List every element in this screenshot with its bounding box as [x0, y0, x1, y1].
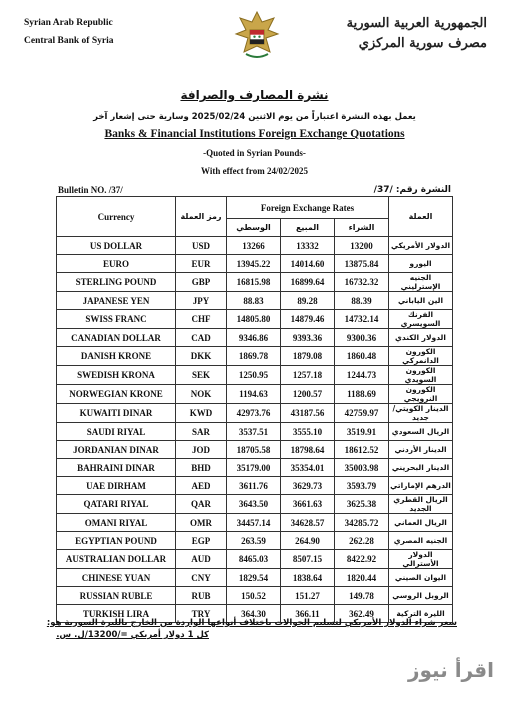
table-row	[57, 587, 453, 605]
currency-name-ar: الدولار الأسترالي	[389, 550, 453, 569]
footer-rate: كل 1 دولار أمريكي =/13200/ل. س.	[56, 630, 209, 640]
buy-rate: 1820.44	[335, 569, 389, 587]
sell-rate: 366.11	[281, 605, 335, 623]
currency-code: SEK	[176, 366, 227, 385]
table-row	[57, 423, 453, 441]
currency-name-ar: الريال القطري الجديد	[389, 495, 453, 514]
currency-name-ar: الجنيه المصري	[389, 532, 453, 550]
buy-rate: 3593.79	[335, 477, 389, 495]
currency-code: SAR	[176, 423, 227, 441]
currency-code: DKK	[176, 347, 227, 366]
buy-rate: 362.49	[335, 605, 389, 623]
buy-rate: 9300.36	[335, 329, 389, 347]
mid-rate: 35179.00	[227, 459, 281, 477]
currency-name-ar: الكورون السويدي	[389, 366, 453, 385]
mid-rate: 42973.76	[227, 404, 281, 423]
buy-rate: 1244.73	[335, 366, 389, 385]
currency-name: QATARI RIYAL	[57, 495, 176, 514]
buy-rate: 34285.72	[335, 514, 389, 532]
sell-rate: 151.27	[281, 587, 335, 605]
currency-name: BAHRAINI DINAR	[57, 459, 176, 477]
currency-code: NOK	[176, 385, 227, 404]
table-row	[57, 310, 453, 329]
currency-name-ar: الروبل الروسي	[389, 587, 453, 605]
currency-name-ar: الكورون النرويجي	[389, 385, 453, 404]
buy-rate: 149.78	[335, 587, 389, 605]
table-row	[57, 329, 453, 347]
buy-rate: 13200	[335, 237, 389, 255]
mid-rate: 13945.22	[227, 255, 281, 273]
currency-code: JOD	[176, 441, 227, 459]
buy-rate: 3519.91	[335, 423, 389, 441]
sell-rate: 16899.64	[281, 273, 335, 292]
mid-rate: 150.52	[227, 587, 281, 605]
currency-name-ar: الكورون الدانمركي	[389, 347, 453, 366]
footer-note: سعر شراء الدولار الأمريكي لتسليم الحوالات باختلاف أنواعها الواردة من الخارج بالليرة السورية هو:	[46, 618, 457, 628]
bulletin-number-ar: النشرة رقم: /37/	[373, 185, 451, 195]
currency-name: CHINESE YUAN	[57, 569, 176, 587]
table-row	[57, 255, 453, 273]
currency-name: EGYPTIAN POUND	[57, 532, 176, 550]
buy-rate: 88.39	[335, 292, 389, 310]
mid-rate: 8465.03	[227, 550, 281, 569]
currency-code: OMR	[176, 514, 227, 532]
header-ar-line2: مصرف سورية المركزي	[358, 36, 487, 51]
header-currency-ar: العملة	[389, 197, 453, 237]
header-buy: الشراء	[335, 219, 389, 237]
sell-rate: 35354.01	[281, 459, 335, 477]
currency-code: KWD	[176, 404, 227, 423]
mid-rate: 3643.50	[227, 495, 281, 514]
mid-rate: 3611.76	[227, 477, 281, 495]
table-row	[57, 569, 453, 587]
currency-name-ar: الريال السعودي	[389, 423, 453, 441]
sell-rate: 89.28	[281, 292, 335, 310]
mid-rate: 16815.98	[227, 273, 281, 292]
currency-name: SWEDISH KRONA	[57, 366, 176, 385]
currency-name: SAUDI RIYAL	[57, 423, 176, 441]
sell-rate: 1200.57	[281, 385, 335, 404]
emblem-icon	[232, 8, 282, 62]
sell-rate: 3629.73	[281, 477, 335, 495]
sell-rate: 3661.63	[281, 495, 335, 514]
mid-rate: 14805.80	[227, 310, 281, 329]
buy-rate: 262.28	[335, 532, 389, 550]
currency-name-ar: الدينار الأردني	[389, 441, 453, 459]
title-arabic: نشرة المصارف والصرافة	[180, 88, 329, 102]
mid-rate: 34457.14	[227, 514, 281, 532]
currency-name-ar: الليرة التركية	[389, 605, 453, 623]
sell-rate: 1879.08	[281, 347, 335, 366]
header-ar-line1: الجمهورية العربية السورية	[346, 16, 487, 31]
sell-rate: 14014.60	[281, 255, 335, 273]
rates-table	[56, 196, 453, 623]
sell-rate: 1838.64	[281, 569, 335, 587]
currency-name: CANADIAN DOLLAR	[57, 329, 176, 347]
sell-rate: 13332	[281, 237, 335, 255]
currency-name-ar: الدولار الكندي	[389, 329, 453, 347]
currency-code: BHD	[176, 459, 227, 477]
currency-name-ar: الين الياباني	[389, 292, 453, 310]
table-row	[57, 366, 453, 385]
table-row	[57, 237, 453, 255]
bulletin-number-en: Bulletin NO. /37/	[58, 185, 123, 195]
header-symbol-ar: رمز العملة	[176, 197, 227, 237]
mid-rate: 13266	[227, 237, 281, 255]
sell-rate: 1257.18	[281, 366, 335, 385]
header-currency: Currency	[57, 197, 176, 237]
table-row	[57, 495, 453, 514]
currency-name: EURO	[57, 255, 176, 273]
currency-name-ar: الفرنك السويسري	[389, 310, 453, 329]
currency-name: KUWAITI DINAR	[57, 404, 176, 423]
buy-rate: 42759.97	[335, 404, 389, 423]
sell-rate: 43187.56	[281, 404, 335, 423]
currency-code: TRY	[176, 605, 227, 623]
sell-rate: 8507.15	[281, 550, 335, 569]
subtitle-arabic: يعمل بهذه النشرة اعتباراً من يوم الاثنين 2025/02/24 وسارية حتى إشعار آخر	[93, 112, 416, 122]
sell-rate: 34628.57	[281, 514, 335, 532]
table-row	[57, 347, 453, 366]
sell-rate: 14879.46	[281, 310, 335, 329]
currency-name-ar: الريال العماني	[389, 514, 453, 532]
currency-code: CAD	[176, 329, 227, 347]
header-arabic	[347, 14, 487, 54]
currency-code: QAR	[176, 495, 227, 514]
currency-name-ar: الجنيه الإسترليني	[389, 273, 453, 292]
mid-rate: 1869.78	[227, 347, 281, 366]
table-row	[57, 292, 453, 310]
table-row	[57, 273, 453, 292]
currency-name: RUSSIAN RUBLE	[57, 587, 176, 605]
buy-rate: 16732.32	[335, 273, 389, 292]
currency-name-ar: اليورو	[389, 255, 453, 273]
currency-code: AED	[176, 477, 227, 495]
watermark: اقرأ نيوز	[408, 658, 494, 682]
table-row	[57, 459, 453, 477]
header-en-line1: Syrian Arab Republic	[24, 18, 113, 28]
table-row	[57, 441, 453, 459]
currency-code: EUR	[176, 255, 227, 273]
currency-code: CHF	[176, 310, 227, 329]
header-english	[24, 14, 113, 50]
currency-name: US DOLLAR	[57, 237, 176, 255]
currency-name-ar: اليوان الصيني	[389, 569, 453, 587]
mid-rate: 1250.95	[227, 366, 281, 385]
currency-code: JPY	[176, 292, 227, 310]
currency-name-ar: الدينار البحريني	[389, 459, 453, 477]
currency-name: TURKISH LIRA	[57, 605, 176, 623]
sell-rate: 264.90	[281, 532, 335, 550]
currency-name: UAE DIRHAM	[57, 477, 176, 495]
mid-rate: 9346.86	[227, 329, 281, 347]
header-en-line2: Central Bank of Syria	[24, 36, 114, 46]
mid-rate: 18705.58	[227, 441, 281, 459]
currency-name: OMANI RIYAL	[57, 514, 176, 532]
currency-name: SWISS FRANC	[57, 310, 176, 329]
currency-name: AUSTRALIAN DOLLAR	[57, 550, 176, 569]
buy-rate: 1188.69	[335, 385, 389, 404]
effective-date: With effect from 24/02/2025	[201, 166, 308, 176]
buy-rate: 35003.98	[335, 459, 389, 477]
currency-code: USD	[176, 237, 227, 255]
buy-rate: 18612.52	[335, 441, 389, 459]
currency-code: AUD	[176, 550, 227, 569]
table-row	[57, 514, 453, 532]
currency-name-ar: الدينار الكويتي/ جديد	[389, 404, 453, 423]
currency-name-ar: الدرهم الإماراتي	[389, 477, 453, 495]
table-row	[57, 385, 453, 404]
currency-name: JAPANESE YEN	[57, 292, 176, 310]
mid-rate: 1194.63	[227, 385, 281, 404]
table-row	[57, 404, 453, 423]
currency-code: RUB	[176, 587, 227, 605]
buy-rate: 3625.38	[335, 495, 389, 514]
title-english: Banks & Financial Institutions Foreign Exchange Quotations	[104, 128, 405, 140]
header-rates: Foreign Exchange Rates	[227, 197, 389, 219]
currency-code: GBP	[176, 273, 227, 292]
table-row	[57, 477, 453, 495]
currency-code: CNY	[176, 569, 227, 587]
header-mid: الوسطي	[227, 219, 281, 237]
currency-name-ar: الدولار الأمريكي	[389, 237, 453, 255]
mid-rate: 364.30	[227, 605, 281, 623]
sell-rate: 3555.10	[281, 423, 335, 441]
sell-rate: 9393.36	[281, 329, 335, 347]
table-row	[57, 532, 453, 550]
quoted-note: -Quoted in Syrian Pounds-	[203, 148, 306, 158]
currency-name: JORDANIAN DINAR	[57, 441, 176, 459]
mid-rate: 263.59	[227, 532, 281, 550]
currency-name: DANISH KRONE	[57, 347, 176, 366]
sell-rate: 18798.64	[281, 441, 335, 459]
currency-code: EGP	[176, 532, 227, 550]
mid-rate: 88.83	[227, 292, 281, 310]
currency-name: NORWEGIAN KRONE	[57, 385, 176, 404]
buy-rate: 8422.92	[335, 550, 389, 569]
buy-rate: 14732.14	[335, 310, 389, 329]
table-row	[57, 550, 453, 569]
buy-rate: 1860.48	[335, 347, 389, 366]
currency-name: STERLING POUND	[57, 273, 176, 292]
header-sell: المبيع	[281, 219, 335, 237]
buy-rate: 13875.84	[335, 255, 389, 273]
mid-rate: 1829.54	[227, 569, 281, 587]
mid-rate: 3537.51	[227, 423, 281, 441]
